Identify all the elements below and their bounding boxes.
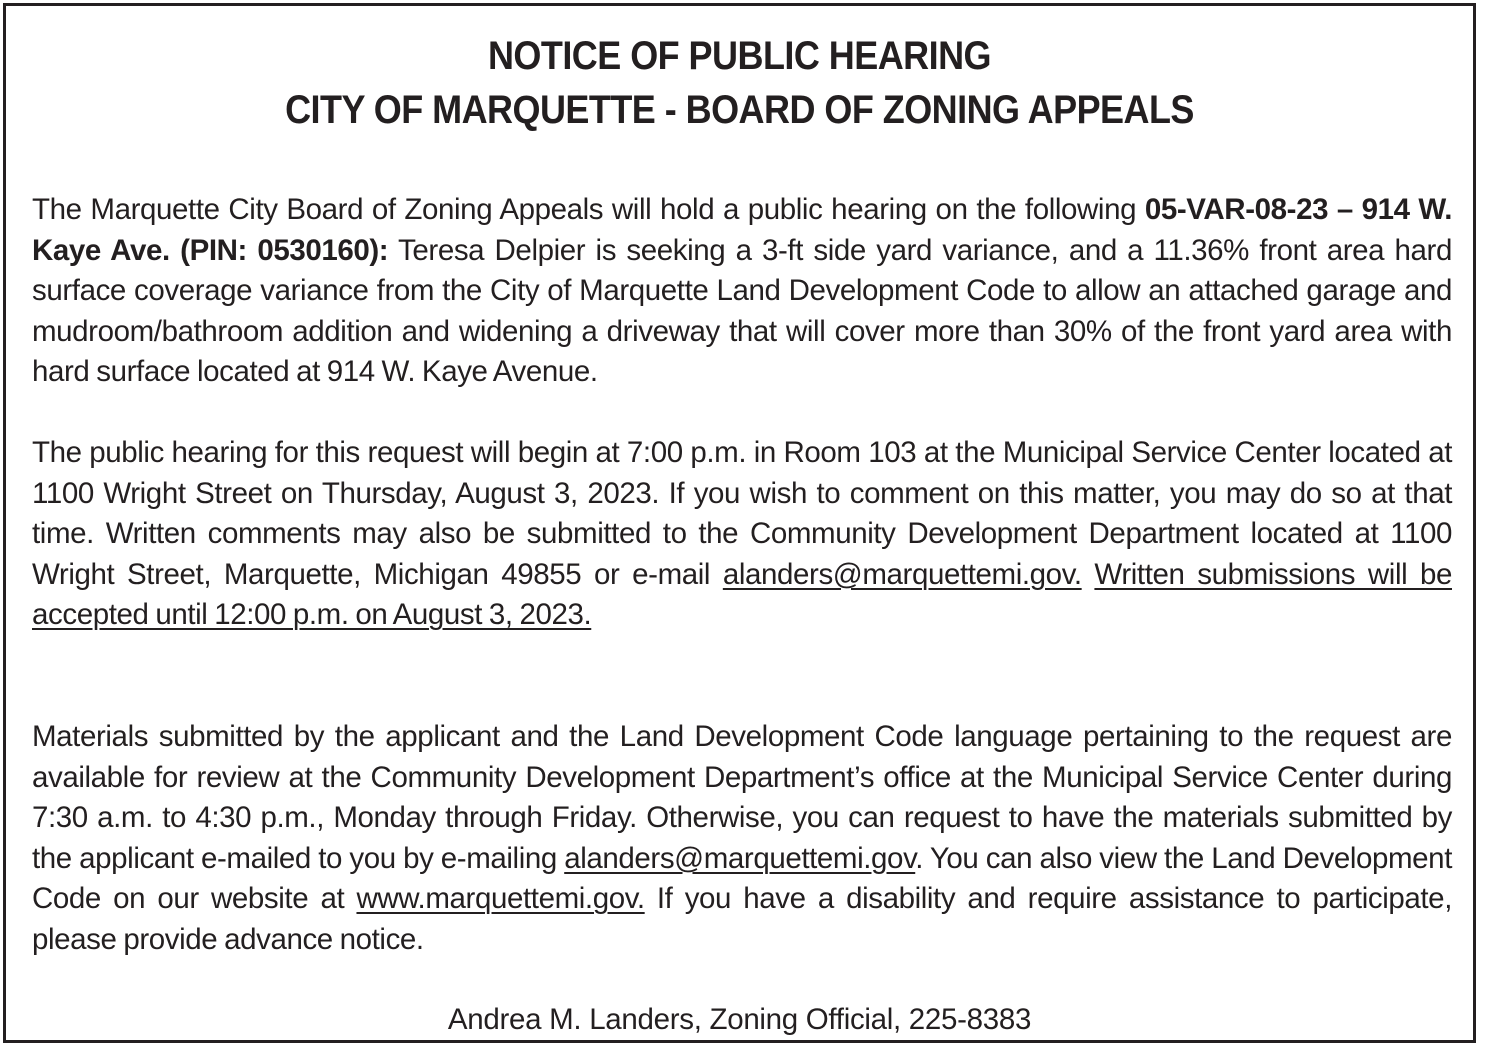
website-link[interactable]: www.marquettemi.gov. xyxy=(356,882,645,915)
email-link-2[interactable]: alanders@marquettemi.gov xyxy=(564,841,916,875)
submission-deadline: Written submissions will be accepted until 12:00 p.m. on August 3, 2023. xyxy=(32,557,1452,631)
website-text: . You can also view the Land Development Code on our website at xyxy=(32,841,1452,915)
signature-line: Andrea M. Landers, Zoning Official, 225-8383 xyxy=(447,1003,1032,1036)
hearing-text: The public hearing for this request will begin at 7:00 p.m. in Room 103 at the Municipal Service Center located at 1100 Wright Street on Thursday, August 3, 2023. If you wish to comment on this matter, you may do so at that time. Written comments may also be submitted to the Community Development Department located at 1100 Wright Street, Marquette, Michigan 49855 or e-mail xyxy=(32,436,1452,591)
materials-text: Materials submitted by the applicant and the Land Development Code language pertaining to the request are available for review at the Community Development Department’s office at the Municipal Service Center during 7:30 a.m. to 4:30 p.m., Monday through Friday. Otherwise, you can request to have the materials submitted by the applicant e-mailed to you by e-mailing xyxy=(32,720,1452,875)
case-description-paragraph xyxy=(32,190,1452,393)
email-link[interactable]: alanders@marquettemi.gov. xyxy=(722,557,1082,591)
notice-title: NOTICE OF PUBLIC HEARING xyxy=(487,34,992,78)
disability-text: If you have a disability and require assistance to participate, please provide advance notice. xyxy=(32,882,1452,956)
case-details: Teresa Delpier is seeking a 3-ft side yard variance, and a 11.36% front area hard surface coverage variance from the City of Marquette Land Development Code to allow an attached garage and mudroom/bathroom addition and widening a driveway that will cover more than 30% of the front yard area with hard surface located at 914 W. Kaye Avenue. xyxy=(32,233,1452,388)
notice-subtitle: CITY OF MARQUETTE - BOARD OF ZONING APPEALS xyxy=(285,88,1194,132)
public-hearing-notice xyxy=(3,3,1476,1043)
case-id: 05-VAR-08-23 – 914 W. Kaye Ave. (PIN: 0530160): xyxy=(32,193,1453,267)
intro-text: The Marquette City Board of Zoning Appeals will hold a public hearing on the following xyxy=(32,193,1145,226)
spacer xyxy=(1082,558,1095,591)
hearing-details-paragraph xyxy=(32,433,1452,636)
materials-paragraph xyxy=(32,717,1452,960)
